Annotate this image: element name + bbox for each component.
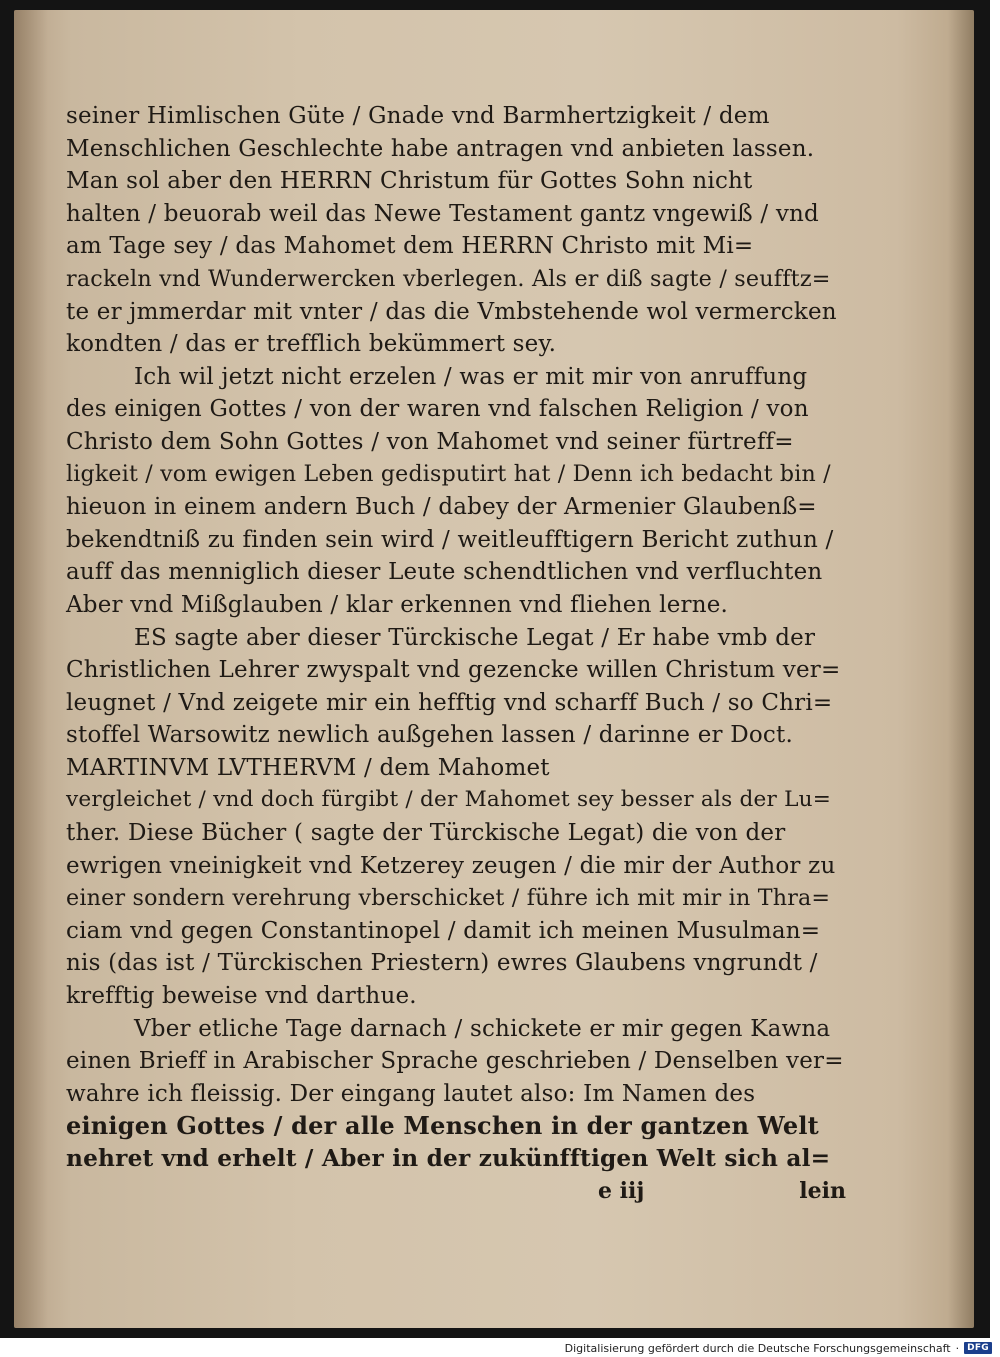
text-line: Menschlichen Geschlechte habe antragen vnd anbieten lassen. [66,135,815,162]
text-line: einen Brieff in Arabischer Sprache geschrieben / Denselben ver= [66,1048,844,1075]
text-line: te er jmmerdar mit vnter / das die Vmbstehende wol vermercken [66,298,837,325]
text-line: auff das menniglich dieser Leute schendtlichen vnd verfluchten [66,559,823,586]
text-line: einigen Gottes / der alle Menschen in der gantzen Welt [66,1111,819,1141]
text-line: krefftig beweise vnd darthue. [66,983,417,1010]
text-line: ther. Diese Bücher ( sagte der Türckische Legat) die von der [66,820,786,847]
text-line: MARTINVM LVTHERVM / dem Mahomet [66,754,550,781]
signature-mark: e iij [598,1178,645,1204]
text-line: Man sol aber den HERRN Christum für Gottes Sohn nicht [66,168,753,195]
dfg-logo-icon: DFG [964,1342,992,1354]
text-line: Vber etliche Tage darnach / schickete er mir gegen Kawna [134,1015,831,1042]
footer-credit [565,1340,992,1356]
catchword: lein [799,1178,846,1204]
text-line: Christo dem Sohn Gottes / von Mahomet vnd seiner fürtreff= [66,428,794,455]
book-page [14,10,974,1328]
text-line: Christlichen Lehrer zwyspalt vnd gezencke willen Christum ver= [66,657,841,684]
text-line: bekendtniß zu finden sein wird / weitleufftigern Bericht zuthun / [66,526,834,553]
text-line: ciam vnd gegen Constantinopel / damit ich meinen Musulman= [66,917,821,944]
text-line: ewrigen vneinigkeit vnd Ketzerey zeugen / die mir der Author zu [66,852,836,879]
text-line: nehret vnd erhelt / Aber in der zukünfftigen Welt sich al= [66,1145,831,1172]
text-line: kondten / das er trefflich bekümmert sey. [66,331,557,358]
text-line: halten / beuorab weil das Newe Testament gantz vngewiß / vnd [66,200,819,227]
page-bottom-marks [586,1178,846,1210]
text-line: am Tage sey / das Mahomet dem HERRN Christo mit Mi= [66,233,754,260]
text-line: Ich wil jetzt nicht erzelen / was er mit mir von anruffung [134,363,808,390]
text-line: des einigen Gottes / von der waren vnd falschen Religion / von [66,396,809,423]
page-text-block [66,100,846,1176]
funding-credit-text: Digitalisierung gefördert durch die Deutsche Forschungsgemeinschaft [564,1341,951,1355]
text-line: stoffel Warsowitz newlich außgehen lassen / darinne er Doct. [66,722,793,749]
text-line: leugnet / Vnd zeigete mir ein hefftig vnd scharff Buch / so Chri= [66,689,833,716]
footer-separator: · [955,1341,960,1355]
text-line: vergleichet / vnd doch fürgibt / der Mahomet sey besser als der Lu= [66,787,832,813]
text-line: ES sagte aber dieser Türckische Legat / Er habe vmb der [134,624,816,651]
text-line: Aber vnd Mißglauben / klar erkennen vnd fliehen lerne. [66,591,729,618]
text-line: hieuon in einem andern Buch / dabey der Armenier Glaubenß= [66,494,817,521]
text-line: rackeln vnd Wunderwercken vberlegen. Als er diß sagte / seufftz= [66,265,831,292]
text-line: wahre ich fleissig. Der eingang lautet also: Im Namen des [66,1080,756,1107]
text-line: ligkeit / vom ewigen Leben gedisputirt hat / Denn ich bedacht bin / [66,461,831,487]
text-line: seiner Himlischen Güte / Gnade vnd Barmhertzigkeit / dem [66,103,770,129]
text-line: einer sondern verehrung vberschicket / führe ich mit mir in Thra= [66,885,831,912]
text-line: nis (das ist / Türckischen Priestern) ewres Glaubens vngrundt / [66,950,818,977]
